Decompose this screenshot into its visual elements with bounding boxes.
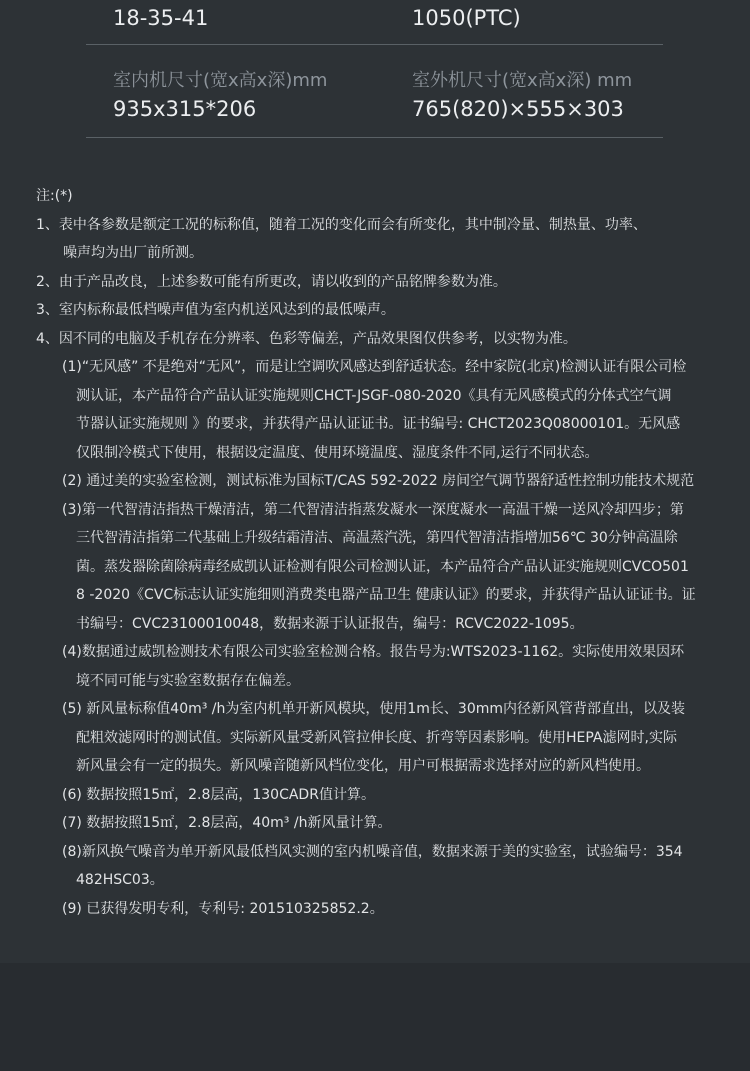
spec-value: 935x315*206 xyxy=(113,97,257,121)
note-line: (9) 已获得发明专利，专利号: 201510325852.2。 xyxy=(62,900,384,917)
note-line: 482HSC03。 xyxy=(76,872,164,888)
notes-title: 注:(*) xyxy=(36,188,73,204)
note-line: 2、由于产品改良，上述参数可能有所更改，请以收到的产品铭牌参数为准。 xyxy=(36,273,507,290)
note-line: (6) 数据按照15㎡，2.8层高，130CADR值计算。 xyxy=(62,786,375,803)
note-line: 测认证，本产品符合产品认证实施规则CHCT-JSGF-080-2020《具有无风感模式的分体式空气调 xyxy=(76,387,672,404)
note-line: (1)“无风感” 不是绝对“无风”，而是让空调吹风感达到舒适状态。经中家院(北京)检测认证有限公司检 xyxy=(62,359,687,375)
divider xyxy=(86,137,663,138)
note-line: 节器认证实施规则 》的要求，并获得产品认证证书。证书编号: CHCT2023Q08000101。无风感 xyxy=(76,416,681,432)
spec-value: 765(820)×555×303 xyxy=(412,97,624,121)
spec-label: 室内机尺寸(宽x高x深)mm xyxy=(113,70,328,91)
note-line: 书编号：CVC23100010048，数据来源于认证报告，编号：RCVC2022-1095。 xyxy=(76,615,584,632)
note-line: 1、表中各参数是额定工况的标称值，随着工况的变化而会有所变化，其中制冷量、制热量、功率、 xyxy=(36,216,647,233)
note-line: 3、室内标称最低档噪声值为室内机送风达到的最低噪声。 xyxy=(36,302,395,318)
bottom-band xyxy=(0,963,750,1071)
note-line: (4)数据通过威凯检测技术有限公司实验室检测合格。报告号为:WTS2023-1162。实际使用效果因环 xyxy=(62,644,685,660)
spec-cell-indoor-size xyxy=(113,69,327,123)
note-line: 境不同可能与实验室数据存在偏差。 xyxy=(76,672,300,689)
note-line: (2) 通过美的实验室检测，测试标准为国标T/CAS 592-2022 房间空气调节器舒适性控制功能技术规范 xyxy=(62,473,695,489)
note-line: (8)新风换气噪音为单开新风最低档风实测的室内机噪音值，数据来源于美的实验室，试验编号：354 xyxy=(62,843,683,860)
spec-value: 18-35-41 xyxy=(113,6,209,30)
note-line: (7) 数据按照15㎡，2.8层高，40m³ /h新风量计算。 xyxy=(62,815,392,831)
footnotes xyxy=(36,182,744,923)
note-line: 噪声均为出厂前所测。 xyxy=(63,245,203,261)
note-line: (3)第一代智清洁指热干燥清洁，第二代智清洁指蒸发凝水一深度凝水一高温干燥一送风冷却四步；第 xyxy=(62,501,684,518)
note-line: (5) 新风量标称值40m³ /h为室内机单开新风模块，使用1m长、30mm内径新风管背部直出，以及装 xyxy=(62,701,686,717)
note-line: 配粗效滤网时的测试值。实际新风量受新风管拉伸长度、折弯等因素影响。使用HEPA滤网时,实际 xyxy=(76,729,677,746)
note-line: 4、因不同的电脑及手机存在分辨率、色彩等偏差，产品效果图仅供参考，以实物为准。 xyxy=(36,330,577,347)
note-line: 新风量会有一定的损失。新风噪音随新风档位变化，用户可根据需求选择对应的新风档使用。 xyxy=(76,758,650,774)
note-line: 仅限制冷模式下使用，根据设定温度、使用环境温度、湿度条件不同,运行不同状态。 xyxy=(76,444,599,461)
spec-value: 1050(PTC) xyxy=(412,6,521,30)
divider xyxy=(86,44,663,45)
note-line: 三代智清洁指第二代基础上升级结霜清洁、高温蒸汽洗，第四代智清洁指增加56℃ 30分钟高温除 xyxy=(76,530,678,546)
spec-cell-right-row1 xyxy=(412,4,521,32)
note-line: 菌。蒸发器除菌除病毒经威凯认证检测有限公司检测认证，本产品符合产品认证实施规则CVCO501 xyxy=(76,558,689,575)
spec-cell-outdoor-size xyxy=(412,69,632,123)
note-line: 8 -2020《CVC标志认证实施细则消费类电器产品卫生 健康认证》的要求，并获得产品认证证书。证 xyxy=(76,587,696,603)
spec-cell-left-row1 xyxy=(113,4,208,32)
spec-label: 室外机尺寸(宽x高x深) mm xyxy=(412,70,633,91)
